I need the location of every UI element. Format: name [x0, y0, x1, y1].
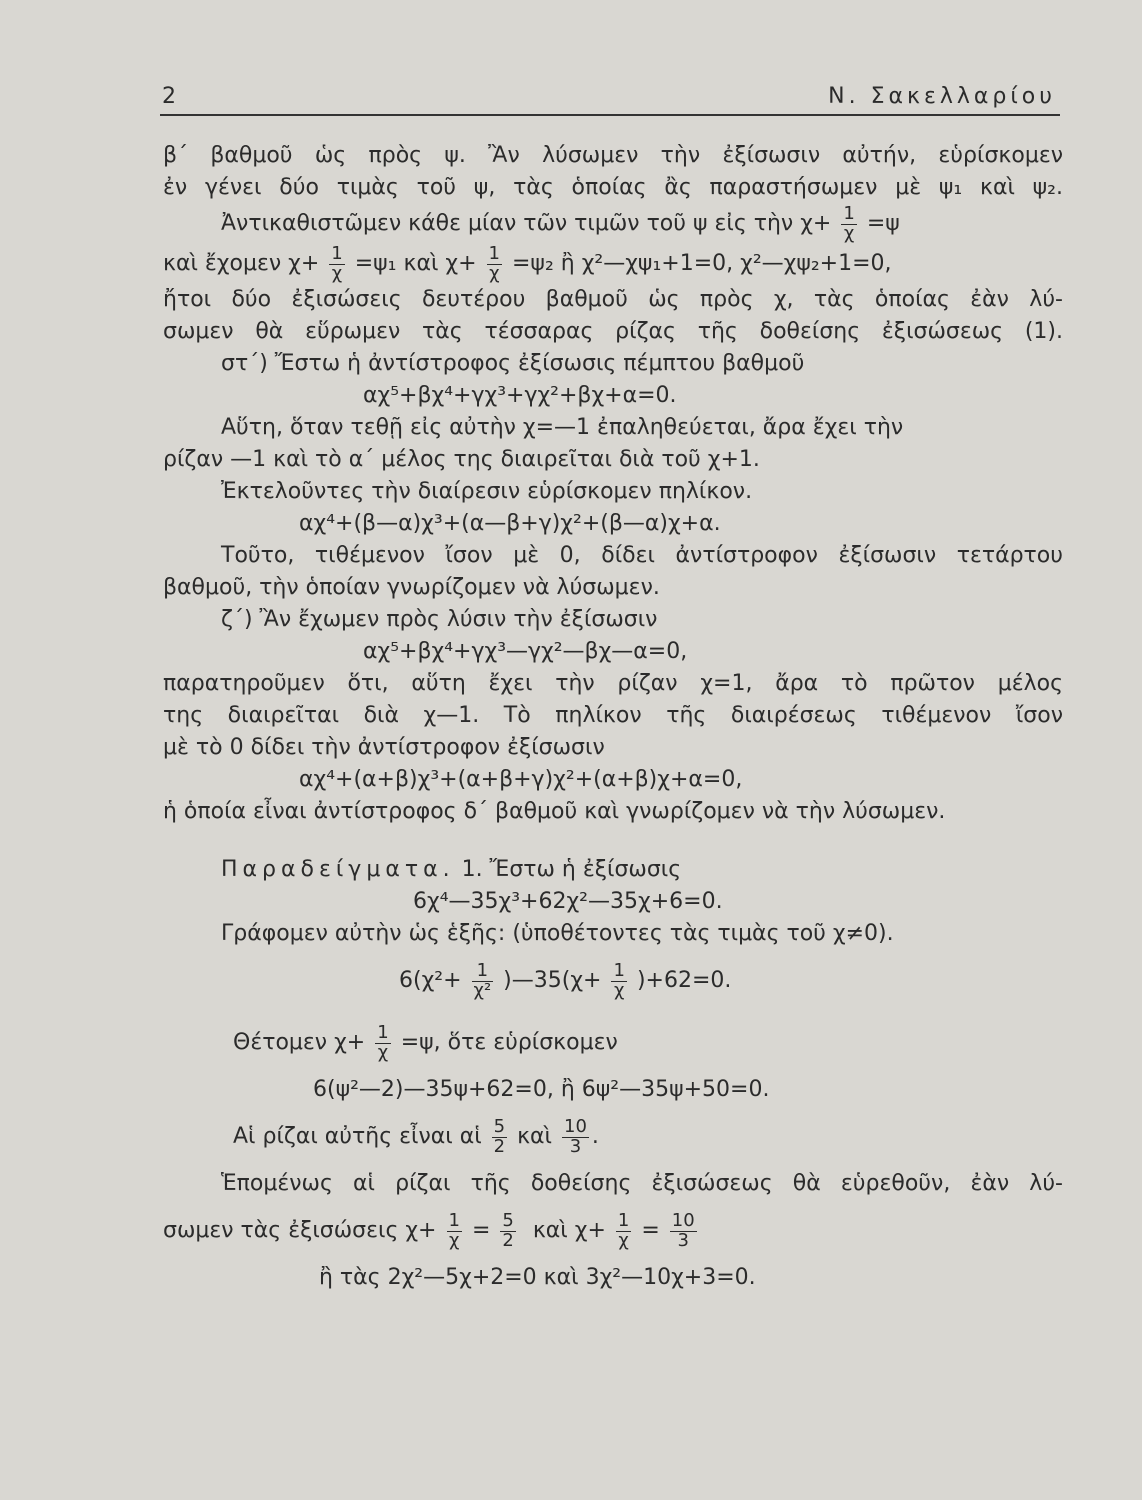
equation: 6χ⁴—35χ³+62χ²—35χ+6=0. [413, 889, 723, 914]
page-number: 2 [162, 84, 176, 109]
fraction: $\frac{5}{2}$ [502, 1209, 514, 1251]
text-line: Θέτομεν χ+ $\frac{1}{\chi}$ =ψ, ὅτε εὑρίσκομεν [233, 1021, 618, 1063]
text-line: ἤτοι δύο ἐξισώσεις δευτέρου βαθμοῦ ὡς πρὸς χ, τὰς ὁποίας ἐὰν λύ- [163, 287, 1063, 312]
fraction: $\frac{1}{\chi}$ [331, 242, 343, 284]
fraction: $\frac{1}{\text{χ²}}$ [473, 959, 492, 1001]
fraction: $\frac{1}{\chi}$ [617, 1209, 630, 1251]
text-line: ἡ ὁποία εἶναι ἀντίστροφος δ΄ βαθμοῦ καὶ γνωρίζομεν νὰ τὴν λύσωμεν. [163, 799, 946, 824]
fraction: $\frac{1}{\chi}$ [448, 1209, 460, 1251]
examples-heading: Παραδείγματα. 1. Ἔστω ἡ ἐξίσωσις [221, 857, 682, 882]
text-line: σωμεν θὰ εὕρωμεν τὰς τέσσαρας ρίζας τῆς δοθείσης ἐξισώσεως (1). [163, 319, 1063, 344]
text-line: στ΄) Ἔστω ἡ ἀντίστροφος ἐξίσωσις πέμπτου βαθμοῦ [221, 351, 805, 376]
text-line: Ἑπομένως αἱ ρίζαι τῆς δοθείσης ἐξισώσεως θὰ εὑρεθοῦν, ἐὰν λύ- [221, 1171, 1063, 1196]
text-line: Γράφομεν αὐτὴν ὡς ἑξῆς: (ὑποθέτοντες τὰς τιμὰς τοῦ χ≠0). [221, 921, 894, 946]
text-line: β΄ βαθμοῦ ὡς πρὸς ψ. Ἂν λύσωμεν τὴν ἐξίσωσιν αὐτήν, εὑρίσκομεν [163, 143, 1063, 168]
fraction: $\frac{1}{\chi}$ [488, 242, 500, 284]
fraction: $\frac{1}{\chi}$ [843, 202, 855, 244]
running-author: Ν. Σακελλαρίου [828, 84, 1056, 109]
text-line: βαθμοῦ, τὴν ὁποίαν γνωρίζομεν νὰ λύσωμεν. [163, 575, 660, 600]
fraction: $\frac{1}{\chi}$ [613, 959, 625, 1001]
fraction: $\frac{1}{\chi}$ [377, 1021, 389, 1063]
text-line: ρίζαν —1 καὶ τὸ α΄ μέλος της διαιρεῖται διὰ τοῦ χ+1. [163, 447, 760, 472]
fraction: $\frac{10}{3}$ [564, 1115, 587, 1157]
text-line: ἐν γένει δύο τιμὰς τοῦ ψ, τὰς ὁποίας ἂς παραστήσωμεν μὲ ψ₁ καὶ ψ₂. [163, 175, 1063, 200]
equation: ἢ τὰς 2χ²—5χ+2=0 καὶ 3χ²—10χ+3=0. [319, 1265, 756, 1290]
text-line: Τοῦτο, τιθέμενον ἴσον μὲ 0, δίδει ἀντίστροφον ἐξίσωσιν τετάρτου [221, 543, 1063, 568]
equation: 6(χ²+ $\frac{1}{\text{χ²}}$ )—35(χ+ $\frac{1}{\chi}$ )+62=0. [399, 959, 732, 1001]
equation: αχ⁵+βχ⁴+γχ³+γχ²+βχ+α=0. [363, 383, 677, 408]
text-line: ζ΄) Ἂν ἔχωμεν πρὸς λύσιν τὴν ἐξίσωσιν [221, 607, 658, 632]
equation: αχ⁵+βχ⁴+γχ³—γχ²—βχ—α=0, [363, 639, 688, 664]
page-header [160, 80, 1060, 116]
text-line: της διαιρεῖται διὰ χ—1. Τὸ πηλίκον τῆς διαιρέσεως τιθέμενον ἴσον [163, 703, 1063, 728]
equation: 6(ψ²—2)—35ψ+62=0, ἢ 6ψ²—35ψ+50=0. [313, 1077, 770, 1102]
text-line: Ἐκτελοῦντες τὴν διαίρεσιν εὑρίσκομεν πηλίκον. [221, 479, 753, 504]
text-line: Ἀντικαθιστῶμεν κάθε μίαν τῶν τιμῶν τοῦ ψ εἰς τὴν χ+ $\frac{1}{\chi}$ =ψ [221, 202, 900, 244]
fraction: $\frac{5}{2}$ [493, 1115, 506, 1157]
page-body [163, 140, 1063, 1294]
text-line: μὲ τὸ 0 δίδει τὴν ἀντίστροφον ἐξίσωσιν [163, 735, 605, 760]
text-line: καὶ ἔχομεν χ+ $\frac{1}{\chi}$ =ψ₁ καὶ χ+ $\frac{1}{\chi}$ =ψ₂ ἢ χ²—χψ₁+1=0, χ²—χψ₂+1=0, [163, 242, 892, 284]
text-line: Αὕτη, ὅταν τεθῇ εἰς αὐτὴν χ=—1 ἐπαληθεύεται, ἄρα ἔχει τὴν [221, 415, 904, 440]
text-line: σωμεν τὰς ἐξισώσεις χ+ $\frac{1}{\chi}$ = $\frac{5}{2}$ καὶ χ+ $\frac{1}{\chi}$ = $\frac{10}{3}$ [163, 1209, 695, 1251]
text-line: παρατηροῦμεν ὅτι, αὕτη ἔχει τὴν ρίζαν χ=1, ἄρα τὸ πρῶτον μέλος [163, 671, 1063, 696]
equation: αχ⁴+(β—α)χ³+(α—β+γ)χ²+(β—α)χ+α. [299, 511, 721, 536]
fraction: $\frac{10}{3}$ [671, 1209, 695, 1251]
equation: αχ⁴+(α+β)χ³+(α+β+γ)χ²+(α+β)χ+α=0, [299, 767, 743, 792]
text-line: Αἱ ρίζαι αὐτῆς εἶναι αἱ $\frac{5}{2}$ καὶ $\frac{10}{3}$ . [233, 1115, 599, 1157]
